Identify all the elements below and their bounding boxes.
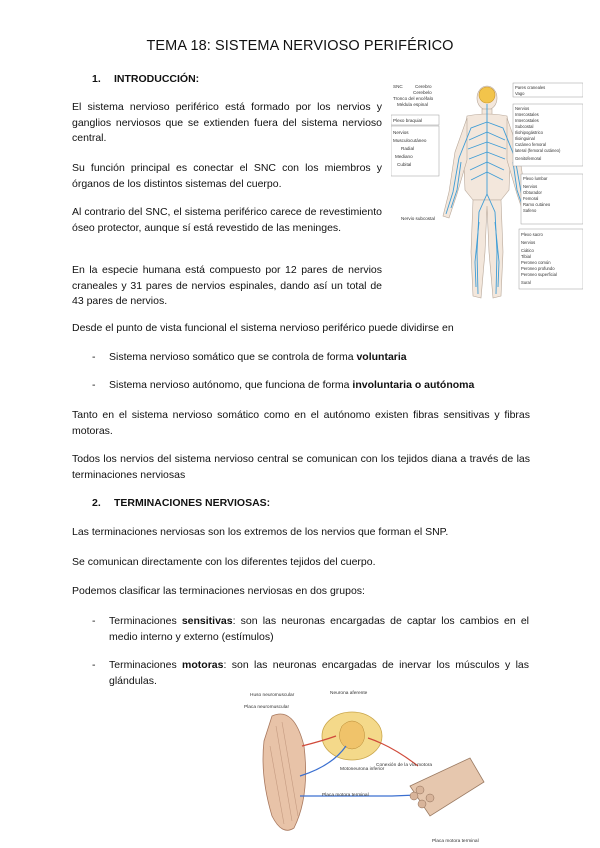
nerve-endings-figure: [242, 686, 486, 846]
intro-paragraph-3: Al contrario del SNC, el sistema periférico carece de revestimiento óseo protector, aunque sí está revestido de las meninges.: [72, 206, 382, 234]
list-dash: -: [92, 659, 96, 671]
figure-label: SNC: [393, 84, 403, 89]
intro-paragraph-6: Tanto en el sistema nervioso somático como en el autónomo existen fibras sensitivas y fibras motoras.: [72, 409, 530, 437]
list-text-pre: Terminaciones: [109, 659, 183, 671]
list-text-post: : son las neuronas encargadas de inervar los músculos y las glándulas.: [109, 659, 529, 687]
figure-label: Plexo sacro: [521, 232, 543, 237]
list-text-post: : son las neuronas encargadas de captar los cambios en el medio interno y externo (estímulos): [109, 615, 529, 643]
figure-label: lateral (femoral cutáneo): [515, 148, 561, 153]
figure-label: Placa neuromuscular: [244, 705, 290, 710]
list-dash: -: [92, 379, 96, 391]
intro-paragraph-2: Su función principal es conectar el SNC con los miembros y órganos de los distintos sistemas del cuerpo.: [72, 162, 382, 190]
page-title: TEMA 18: SISTEMA NERVIOSO PERIFÉRICO: [146, 38, 454, 54]
figure-label: Sural: [521, 280, 531, 285]
figure-label: Cerebro: [415, 84, 432, 89]
figure-label: Radial: [401, 146, 415, 151]
list-bold: sensitivas: [181, 615, 233, 627]
list-dash: -: [92, 351, 96, 363]
muscle-icon: [263, 714, 306, 830]
figure-label: Placa motora terminal: [322, 793, 369, 798]
figure-label: Nervios: [521, 240, 536, 245]
list-bold: voluntaria: [356, 351, 407, 363]
figure-label: Nervios: [393, 130, 409, 135]
terminaciones-paragraph-3: Podemos clasificar las terminaciones nerviosas en dos grupos:: [72, 585, 365, 597]
list-bold: motoras: [182, 659, 224, 671]
peripheral-nervous-system-figure: [391, 82, 583, 308]
figure-label: Genitofemoral: [515, 156, 542, 161]
section-heading-text: INTRODUCCIÓN:: [114, 73, 200, 85]
figure-label: Intercostales: [515, 118, 539, 123]
figure-label: Nervios: [515, 106, 530, 111]
figure-label: Safeno: [523, 208, 537, 213]
list-item-autonomo: [92, 378, 532, 394]
figure-label: Peroneo profundo: [521, 266, 555, 271]
figure-label: Nervio subcostal: [401, 216, 435, 221]
section-heading-introduccion: [92, 73, 199, 85]
intro-paragraph-7: Todos los nervios del sistema nervioso central se comunican con los tejidos diana a través de las terminaciones nerviosas: [72, 453, 530, 481]
list-bold: involuntaria o autónoma: [352, 379, 475, 391]
figure-label: Ciático: [521, 248, 534, 253]
intro-paragraph-5: Desde el punto de vista funcional el sistema nervioso periférico puede dividirse en: [72, 322, 454, 334]
section-heading-text: TERMINACIONES NERVIOSAS:: [114, 497, 271, 509]
figure-label: Plexo lumbar: [523, 176, 548, 181]
figure-label: Placa motora terminal: [432, 839, 479, 844]
terminaciones-paragraph-1: Las terminaciones nerviosas son los extremos de los nervios que forman el SNP.: [72, 526, 449, 538]
figure-label: Huso neuromuscular: [250, 693, 295, 698]
spinal-cord-icon: [322, 712, 382, 760]
list-item-sensitivas: [92, 614, 532, 646]
figure-label: Peroneo superficial: [521, 272, 557, 277]
figure-label: Pares craneales: [515, 85, 546, 90]
list-text-pre: Terminaciones: [109, 615, 182, 627]
figure-label: Médula espinal: [397, 102, 428, 107]
figure-label: Peroneo común: [521, 260, 551, 265]
figure-label: Femoral: [523, 196, 539, 201]
list-text: Sistema nervioso autónomo, que funciona de forma: [109, 379, 353, 391]
figure-label: Cubital: [397, 162, 412, 167]
figure-label: Motoneurona inferior: [340, 767, 385, 772]
terminaciones-paragraph-2: Se comunican directamente con los diferentes tejidos del cuerpo.: [72, 556, 376, 568]
figure-label: Mediano: [395, 154, 413, 159]
figure-label: Musculocutáneo: [393, 138, 427, 143]
figure-label: Tronco del encéfalo: [393, 96, 434, 101]
figure-label: Conexión de la vía motora: [376, 763, 432, 768]
figure-label: Obturador: [523, 190, 542, 195]
figure-label: Nervios: [523, 184, 538, 189]
figure-label: Subcostal: [515, 124, 534, 129]
brain-icon: [479, 87, 495, 103]
figure-label: Cerebelo: [413, 90, 432, 95]
figure-label: Neurona aferente: [330, 691, 368, 696]
figure-label: Ramo cutáneo: [523, 202, 551, 207]
figure-label: Cutáneo femoral: [515, 142, 546, 147]
figure-label: Vago: [515, 91, 525, 96]
figure-label: Ilioinguinal: [515, 136, 535, 141]
figure-label: Intercostales: [515, 112, 539, 117]
figure-label: Tibial: [521, 254, 531, 259]
intro-paragraph-4: En la especie humana está compuesto por 12 pares de nervios craneales y 31 pares de nervios espinales, dando así un total de 43 pares de nervios.: [72, 264, 382, 307]
list-text: Sistema nervioso somático que se controla de forma: [109, 351, 357, 363]
figure-label: Plexo braquial: [393, 118, 423, 123]
section-number: 1.: [92, 73, 101, 85]
list-dash: -: [92, 615, 96, 627]
section-number: 2.: [92, 497, 101, 509]
intro-paragraph-1: El sistema nervioso periférico está formado por los nervios y ganglios nerviosos que se extienden fuera del sistema nervioso central.: [72, 101, 382, 144]
list-item-somatico: [92, 350, 532, 366]
section-heading-terminaciones: [92, 497, 270, 509]
figure-label: Iliohipogástrico: [515, 130, 543, 135]
